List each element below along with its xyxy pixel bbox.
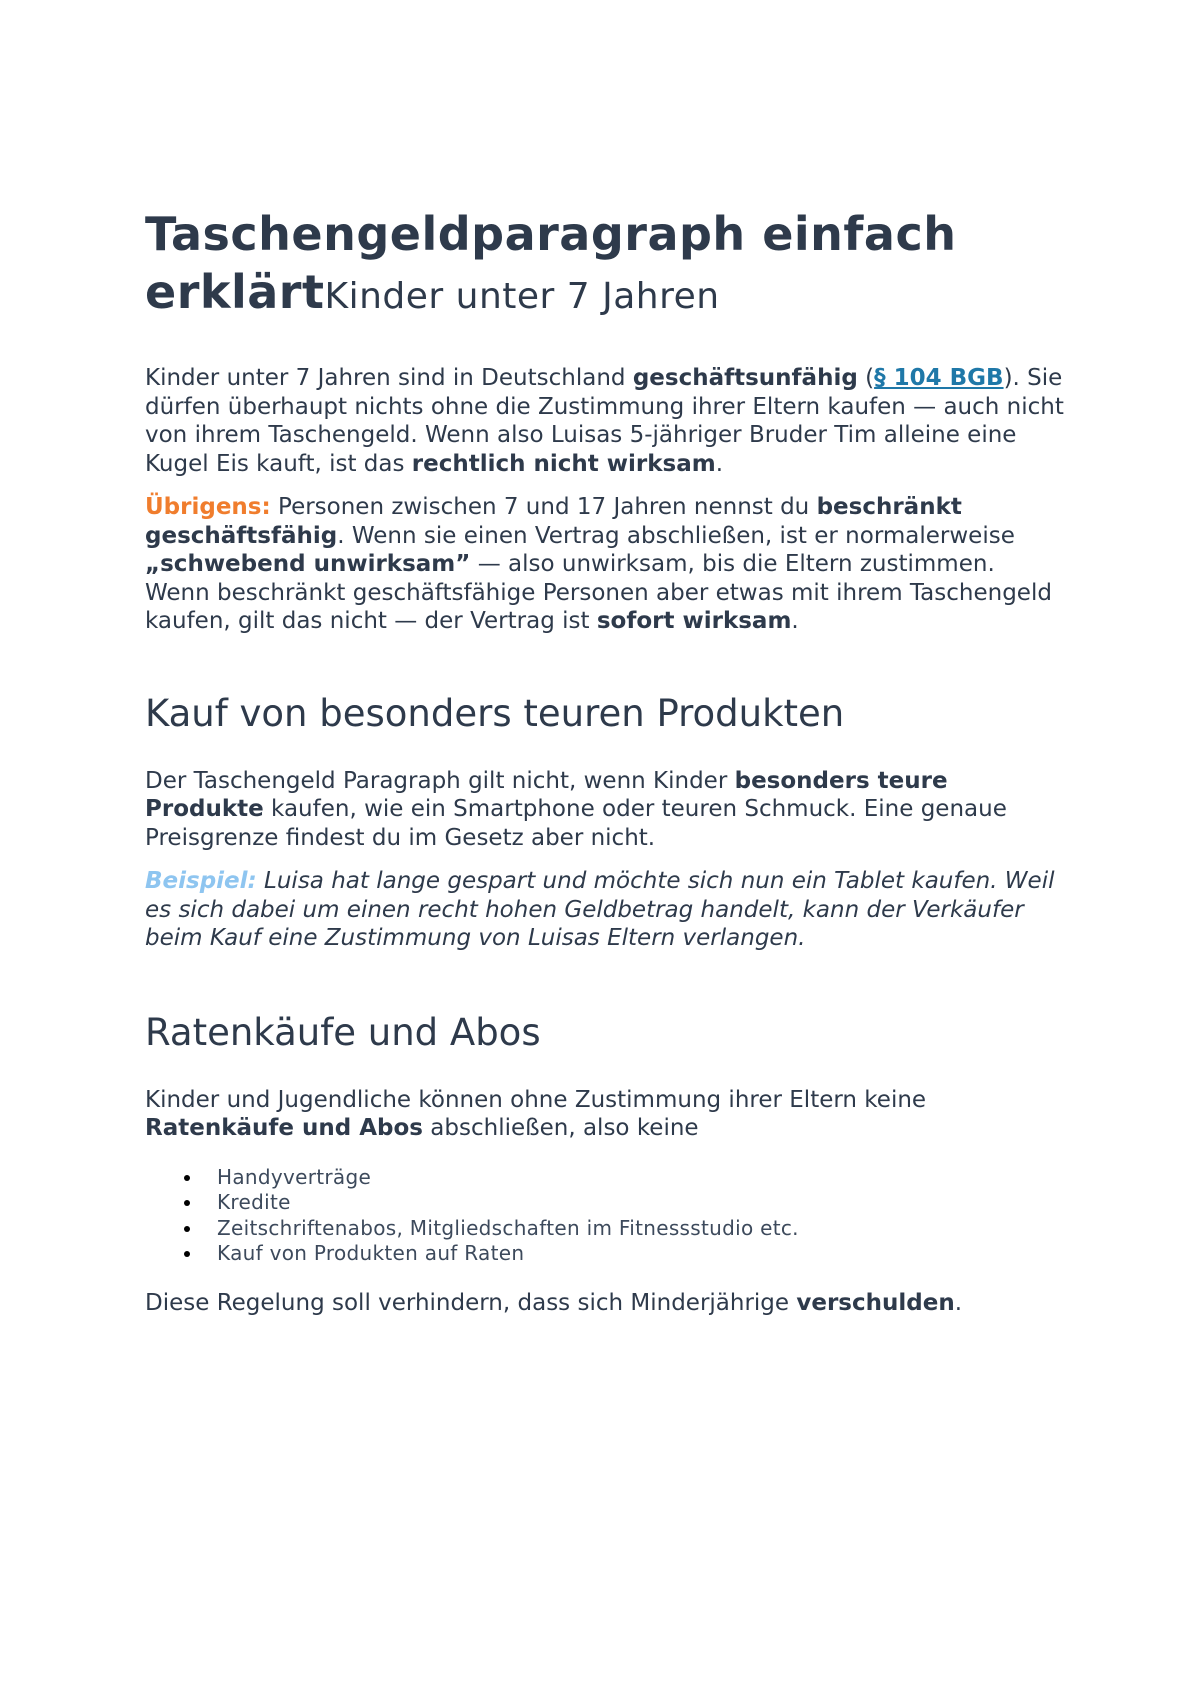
page-title [145, 205, 1065, 326]
text-span: Personen zwischen 7 und 17 Jahren nennst du [270, 494, 817, 520]
bullet-dot-icon [184, 1175, 190, 1181]
paragraph-intro [145, 364, 1065, 478]
text-span: ). Sie dürfen überhaupt nichts ohne die Zustimmung ihrer Eltern kaufen — auch nicht von ihrem Taschengeld. Wenn also Luisas 5-jähriger Bruder Tim alleine eine Kugel Eis kauft, ist das [145, 365, 1064, 477]
title-main: Taschengeldparagraph einfach erklärt [145, 207, 957, 319]
bullet-dot-icon [184, 1226, 190, 1232]
bold-term: sofort wirksam [596, 608, 792, 634]
paragraph-teure-produkte [145, 767, 1065, 853]
paragraph-closing [145, 1289, 1065, 1318]
bold-term: geschäftsunfähig [632, 365, 858, 391]
paragraph-ratenkaeufe [145, 1086, 1065, 1143]
paragraph-beispiel [145, 867, 1065, 953]
bold-term: besonders teure Produkte [145, 767, 948, 822]
document-page [145, 205, 1065, 1317]
bullet-dot-icon [184, 1251, 190, 1257]
text-span: . Wenn sie einen Vertrag abschließen, ist er normalerweise [337, 522, 1015, 549]
bold-term: verschulden [796, 1289, 955, 1316]
list-item [217, 1241, 1065, 1267]
text-span: abschließen, also keine [422, 1115, 699, 1141]
example-text: Luisa hat lange gespart und möchte sich nun ein Tablet kaufen. Weil es sich dabei um einen recht hohen Geldbetrag handelt, kann der Verkäufer beim Kauf eine Zustimmung von Luisas Eltern verlangen. [145, 868, 1055, 951]
text-span: . [954, 1289, 963, 1316]
list-item-text: Kauf von Produkten auf Raten [217, 1241, 525, 1265]
text-span: ( [857, 365, 875, 391]
text-span: — also unwirksam, bis die Eltern zustimmen. Wenn beschränkt geschäftsfähige Personen aber etwas mit ihrem Taschengeld kaufen, gilt das nicht — der Vertrag ist [145, 551, 1052, 634]
bold-term: rechtlich nicht wirksam [411, 450, 716, 477]
list-item [217, 1190, 1065, 1216]
bgb-104-link[interactable]: § 104 BGB [874, 365, 1004, 391]
bullet-list [145, 1165, 1065, 1267]
text-span: Der Taschengeld Paragraph gilt nicht, wenn Kinder [145, 767, 735, 794]
paragraph-uebrigens [145, 493, 1065, 636]
section-heading-ratenkaeufe: Ratenkäufe und Abos [145, 1010, 541, 1054]
text-span: kaufen, wie ein Smartphone oder teuren Schmuck. Eine genaue Preisgrenze findest du im Gesetz aber nicht. [145, 796, 1007, 851]
bullet-dot-icon [184, 1200, 190, 1206]
text-span: . [791, 608, 799, 634]
list-item [217, 1165, 1065, 1191]
bold-term: „schwebend unwirksam” [145, 551, 471, 577]
text-span: . [715, 450, 724, 477]
text-span: Kinder und Jugendliche können ohne Zustimmung ihrer Eltern keine [145, 1086, 927, 1113]
beispiel-label: Beispiel: [145, 868, 257, 894]
list-item-text: Handyverträge [217, 1164, 372, 1189]
bold-term: beschränkt geschäftsfähig [145, 494, 962, 549]
text-span: Kinder unter 7 Jahren sind in Deutschland [145, 365, 633, 391]
list-item-text: Kredite [217, 1190, 291, 1214]
title-subtitle: Kinder unter 7 Jahren [324, 276, 720, 317]
bold-term: Ratenkäufe und Abos [145, 1115, 423, 1141]
section-heading-teure-produkte: Kauf von besonders teuren Produkten [145, 691, 845, 735]
uebrigens-label: Übrigens: [145, 494, 271, 520]
list-item-text: Zeitschriftenabos, Mitgliedschaften im Fitnessstudio etc. [217, 1215, 799, 1240]
text-span: Diese Regelung soll verhindern, dass sich Minderjährige [145, 1289, 797, 1316]
list-item [217, 1216, 1065, 1242]
